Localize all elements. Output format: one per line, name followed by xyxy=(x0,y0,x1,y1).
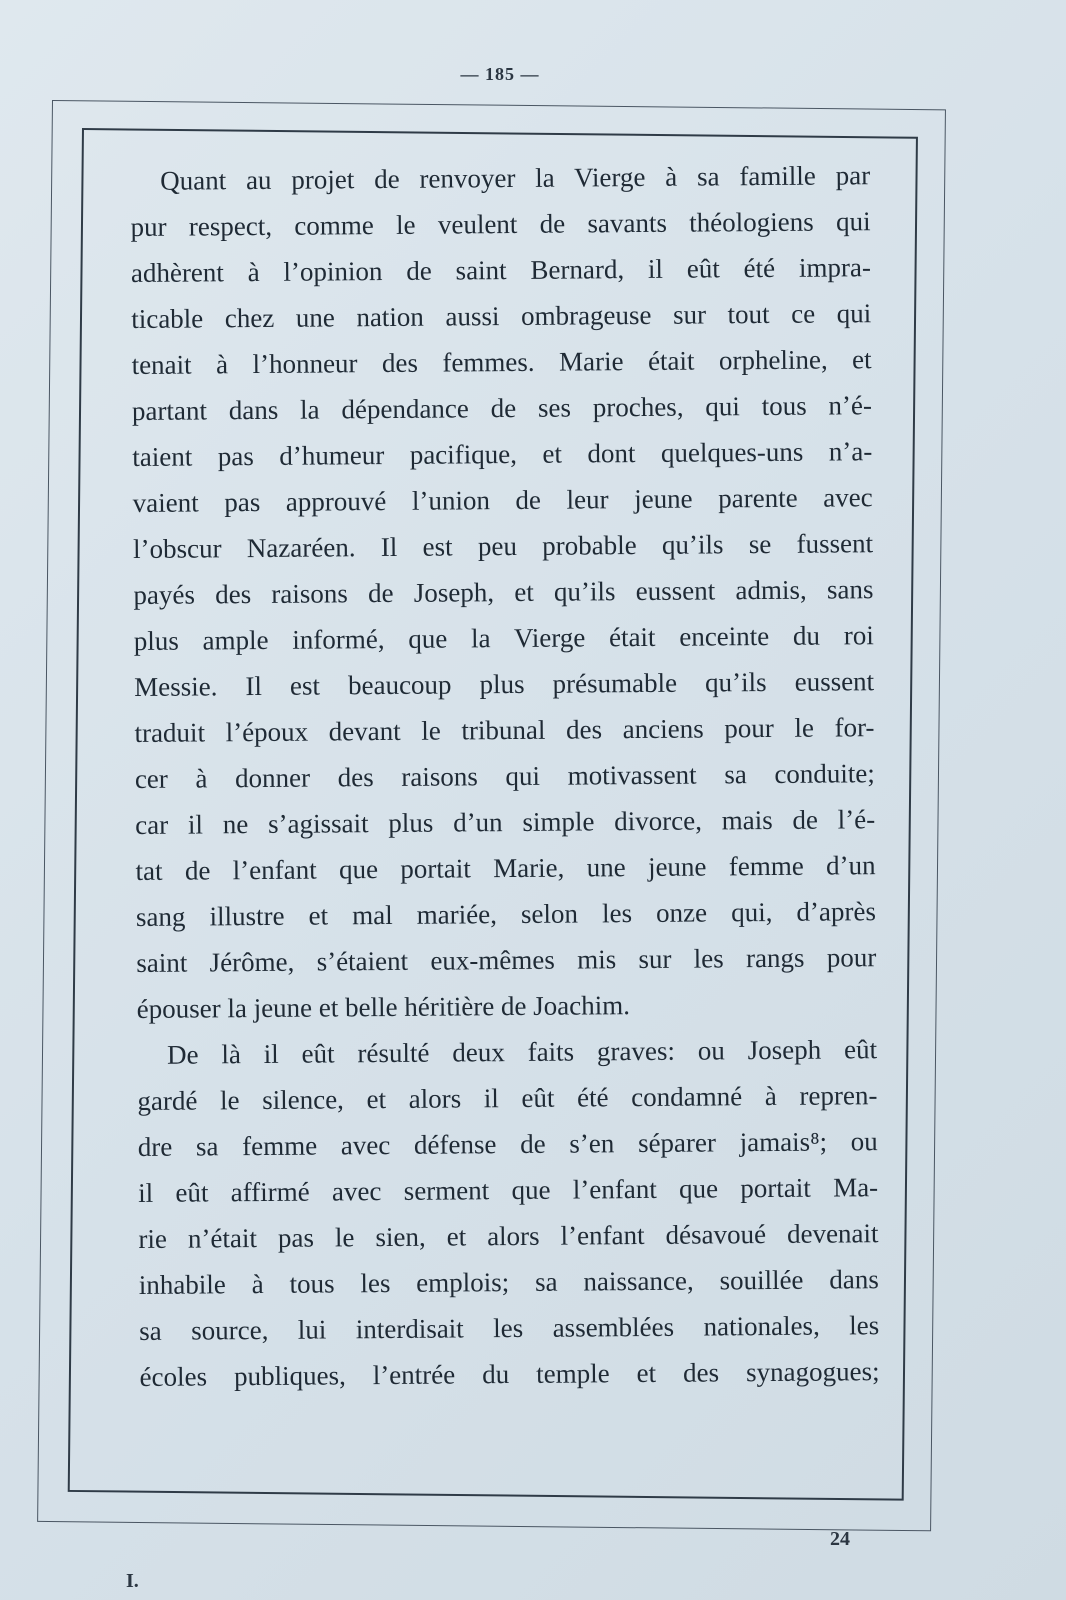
text-line: gardé le silence, et alors il eût été condamné à repren- xyxy=(137,1080,878,1116)
text-line: taient pas d’humeur pacifique, et dont quelques-uns n’a- xyxy=(132,436,873,472)
text-line: ticable chez une nation aussi ombrageuse sur tout ce qui xyxy=(131,298,872,334)
text-line: car il ne s’agissait plus d’un simple divorce, mais de l’é- xyxy=(135,804,876,840)
text-line: cer à donner des raisons qui motivassent sa conduite; xyxy=(134,758,875,794)
text-line: vaient pas approuvé l’union de leur jeune parente avec xyxy=(132,482,873,518)
text-line: saint Jérôme, s’étaient eux-mêmes mis sur les rangs pour xyxy=(136,942,877,978)
text-line: payés des raisons de Joseph, et qu’ils eussent admis, sans xyxy=(133,574,874,610)
body-text xyxy=(130,152,880,1400)
text-line: tenait à l’honneur des femmes. Marie était orpheline, et xyxy=(131,344,872,380)
text-line: Quant au projet de renvoyer la Vierge à sa famille par xyxy=(160,160,871,196)
text-line: l’obscur Nazaréen. Il est peu probable qu’ils se fussent xyxy=(132,528,874,564)
text-line: partant dans la dépendance de ses proches, qui tous n’é- xyxy=(131,390,873,426)
text-line: adhèrent à l’opinion de saint Bernard, il eût été impra- xyxy=(130,252,871,288)
text-line: il eût affirmé avec serment que l’enfant que portait Ma- xyxy=(138,1172,879,1208)
text-line: sang illustre et mal mariée, selon les onze qui, d’après xyxy=(135,896,877,932)
text-line: pur respect, comme le veulent de savants théologiens qui xyxy=(130,206,871,242)
text-line: Messie. Il est beaucoup plus présumable qu’ils eussent xyxy=(134,666,875,702)
text-line: épouser la jeune et belle héritière de Joachim. xyxy=(136,990,631,1024)
text-line: inhabile à tous les emplois; sa naissance, souillée dans xyxy=(138,1264,879,1300)
volume-mark: I. xyxy=(126,1570,139,1592)
text-line: De là il eût résulté deux faits graves: ou Joseph eût xyxy=(166,1034,878,1070)
text-line: écoles publiques, l’entrée du temple et des synagogues; xyxy=(139,1356,880,1392)
text-line: dre sa femme avec défense de s’en séparer jamais⁸; ou xyxy=(137,1126,878,1162)
text-line: rie n’était pas le sien, et alors l’enfant désavoué devenait xyxy=(138,1218,879,1254)
text-line: tat de l’enfant que portait Marie, une jeune femme d’un xyxy=(135,850,876,886)
signature-mark: 24 xyxy=(830,1528,850,1550)
text-line: traduit l’époux devant le tribunal des anciens pour le for- xyxy=(134,712,875,748)
page-number: — 185 — xyxy=(460,64,540,84)
text-line: plus ample informé, que la Vierge était enceinte du roi xyxy=(133,620,874,656)
text-line: sa source, lui interdisait les assemblées nationales, les xyxy=(139,1310,880,1346)
